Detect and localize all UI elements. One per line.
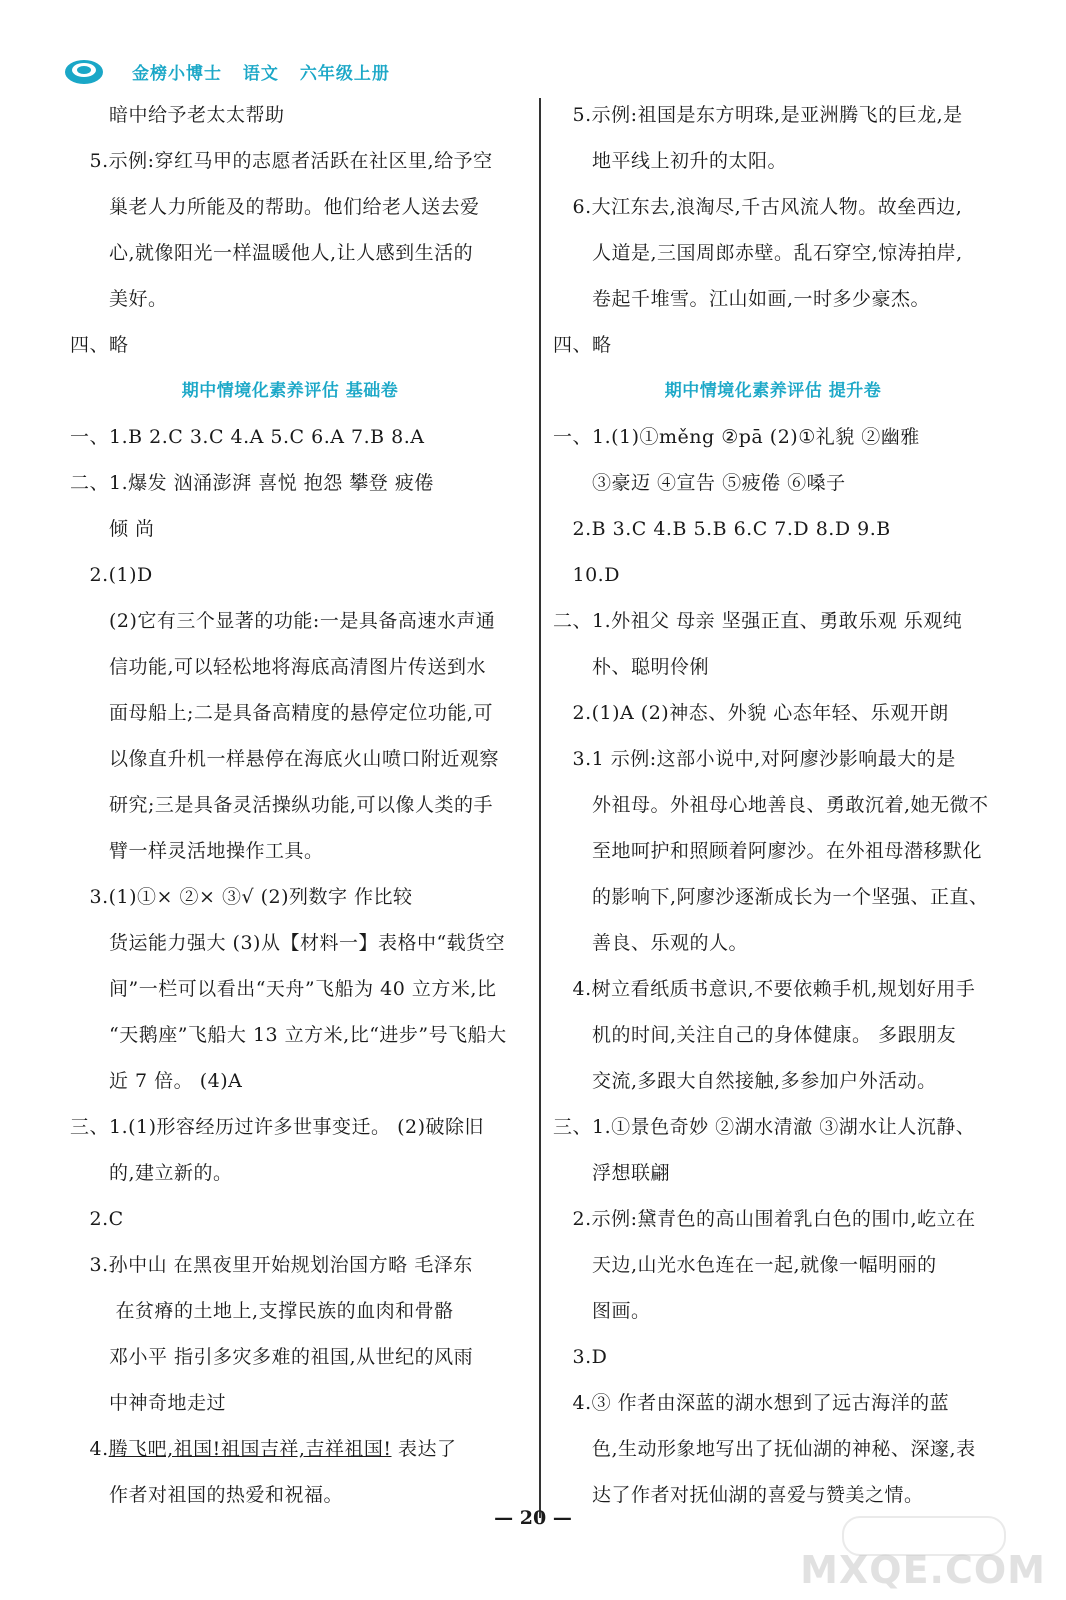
answer-line: 图画。 [553, 1300, 651, 1322]
header-grade: 六年级上册 [299, 63, 390, 84]
header-text [132, 59, 404, 84]
page-header [64, 54, 404, 88]
answer-line: 信功能,可以轻松地将海底高清图片传送到水 [70, 656, 487, 678]
answer-line: 暗中给予老太太帮助 [70, 104, 285, 126]
answer-line: 以像直升机一样悬停在海底火山喷口附近观察 [70, 748, 500, 770]
answer-line: 人道是,三国周郎赤壁。乱石穿空,惊涛拍岸, [553, 242, 963, 264]
answer-line: 美好。 [70, 288, 168, 310]
answer-line: 达了作者对抚仙湖的喜爱与赞美之情。 [553, 1484, 924, 1506]
answer-line: 近 7 倍。 (4)A [70, 1070, 243, 1092]
answer-line: 2.C [70, 1208, 124, 1230]
answer-line: 至地呵护和照顾着阿廖沙。在外祖母潜移默化 [553, 840, 983, 862]
right-column [553, 92, 993, 1518]
answer-line: 臂一样灵活地操作工具。 [70, 840, 324, 862]
answer-line: 间”一栏可以看出“天舟”飞船为 40 立方米,比 [70, 978, 497, 1000]
answer-line: 2.(1)D [70, 564, 153, 586]
answer-line: 3.D [553, 1346, 608, 1368]
answer-line: 4.树立看纸质书意识,不要依赖手机,规划好用手 [553, 978, 976, 1000]
answer-line: 面母船上;二是具备高精度的悬停定位功能,可 [70, 702, 493, 724]
answer-line: 3.(1)①× ②× ③√ (2)列数字 作比较 [70, 886, 413, 908]
answer-line: 地平线上初升的太阳。 [553, 150, 788, 172]
answer-line [70, 1426, 510, 1472]
answer-line: 6.大江东去,浪淘尽,千古风流人物。故垒西边, [553, 196, 963, 218]
line-prefix: 4. [70, 1438, 109, 1460]
underlined-text: 腾飞吧,祖国!祖国吉祥,吉祥祖国! [108, 1438, 392, 1460]
answer-line: 邓小平 指引多灾多难的祖国,从世纪的风雨 [70, 1346, 474, 1368]
answer-line: 色,生动形象地写出了抚仙湖的神秘、深邃,表 [553, 1438, 976, 1460]
answer-line: 四、略 [553, 334, 612, 356]
left-column [70, 92, 510, 1518]
answer-line: 一、1.B 2.C 3.C 4.A 5.C 6.A 7.B 8.A [70, 426, 425, 448]
answer-line: 5.示例:祖国是东方明珠,是亚洲腾飞的巨龙,是 [553, 104, 963, 126]
watermark-text: MXQE.COM [800, 1548, 1046, 1592]
answer-line: 一、1.(1)①měng ②pā (2)①礼貌 ②幽雅 [553, 426, 920, 448]
line-rest: 表达了 [391, 1438, 457, 1460]
answer-line: 心,就像阳光一样温暖他人,让人感到生活的 [70, 242, 474, 264]
answer-line: 朴、聪明伶俐 [553, 656, 710, 678]
answer-line: 中神奇地走过 [70, 1392, 227, 1414]
section-title: 期中情境化素养评估 提升卷 [664, 381, 882, 401]
answer-line: 三、1.(1)形容经历过许多世事变迁。 (2)破除旧 [70, 1116, 484, 1138]
header-brand: 金榜小博士 [132, 63, 222, 84]
answer-line: 5.示例:穿红马甲的志愿者活跃在社区里,给予空 [70, 150, 493, 172]
answer-line: 作者对祖国的热爱和祝福。 [70, 1484, 344, 1506]
answer-line: 3.孙中山 在黑夜里开始规划治国方略 毛泽东 [70, 1254, 473, 1276]
answer-line: 10.D [553, 564, 620, 586]
answer-line: 2.(1)A (2)神态、外貌 心态年轻、乐观开朗 [553, 702, 949, 724]
answer-line: 四、略 [70, 334, 129, 356]
answer-line: 货运能力强大 (3)从【材料一】表格中“载货空 [70, 932, 506, 954]
page-number: — 20 — [494, 1507, 572, 1529]
answer-line: (2)它有三个显著的功能:一是具备高速水声通 [70, 610, 496, 632]
answer-line: ③豪迈 ④宣告 ⑤疲倦 ⑥嗓子 [553, 472, 846, 494]
answer-line: 2.示例:黛青色的高山围着乳白色的围巾,屹立在 [553, 1208, 976, 1230]
answer-line: 二、1.外祖父 母亲 坚强正直、勇敢乐观 乐观纯 [553, 610, 963, 632]
answer-line: 的影响下,阿廖沙逐渐成长为一个坚强、正直、 [553, 886, 989, 908]
section-title: 期中情境化素养评估 基础卷 [181, 381, 399, 401]
answer-line: 倾 尚 [70, 518, 155, 540]
answer-line: 的,建立新的。 [70, 1162, 233, 1184]
answer-line: 巢老人力所能及的帮助。他们给老人送去爱 [70, 196, 480, 218]
answer-line: 善良、乐观的人。 [553, 932, 749, 954]
answer-line: 卷起千堆雪。江山如画,一时多少豪杰。 [553, 288, 931, 310]
answer-line: “天鹅座”飞船大 13 立方米,比“进步”号飞船大 [70, 1024, 507, 1046]
answer-line: 研究;三是具备灵活操纵功能,可以像人类的手 [70, 794, 493, 816]
answer-line: 外祖母。外祖母心地善良、勇敢沉着,她无微不 [553, 794, 989, 816]
answer-line: 4.③ 作者由深蓝的湖水想到了远古海洋的蓝 [553, 1392, 950, 1414]
answer-line: 2.B 3.C 4.B 5.B 6.C 7.D 8.D 9.B [553, 518, 891, 540]
answer-line: 在贫瘠的土地上,支撑民族的血肉和骨骼 [70, 1300, 454, 1322]
brand-logo-icon [64, 57, 104, 85]
answer-line: 二、1.爆发 汹涌澎湃 喜悦 抱怨 攀登 疲倦 [70, 472, 434, 494]
column-divider [539, 98, 541, 1518]
answer-line: 3.1 示例:这部小说中,对阿廖沙影响最大的是 [553, 748, 956, 770]
answer-line: 交流,多跟大自然接触,多参加户外活动。 [553, 1070, 937, 1092]
answer-line: 三、1.①景色奇妙 ②湖水清澈 ③湖水让人沉静、 [553, 1116, 976, 1138]
answer-line: 机的时间,关注自己的身体健康。 多跟朋友 [553, 1024, 957, 1046]
answer-line: 浮想联翩 [553, 1162, 671, 1184]
header-subject: 语文 [242, 63, 279, 84]
answer-line: 天边,山光水色连在一起,就像一幅明丽的 [553, 1254, 937, 1276]
